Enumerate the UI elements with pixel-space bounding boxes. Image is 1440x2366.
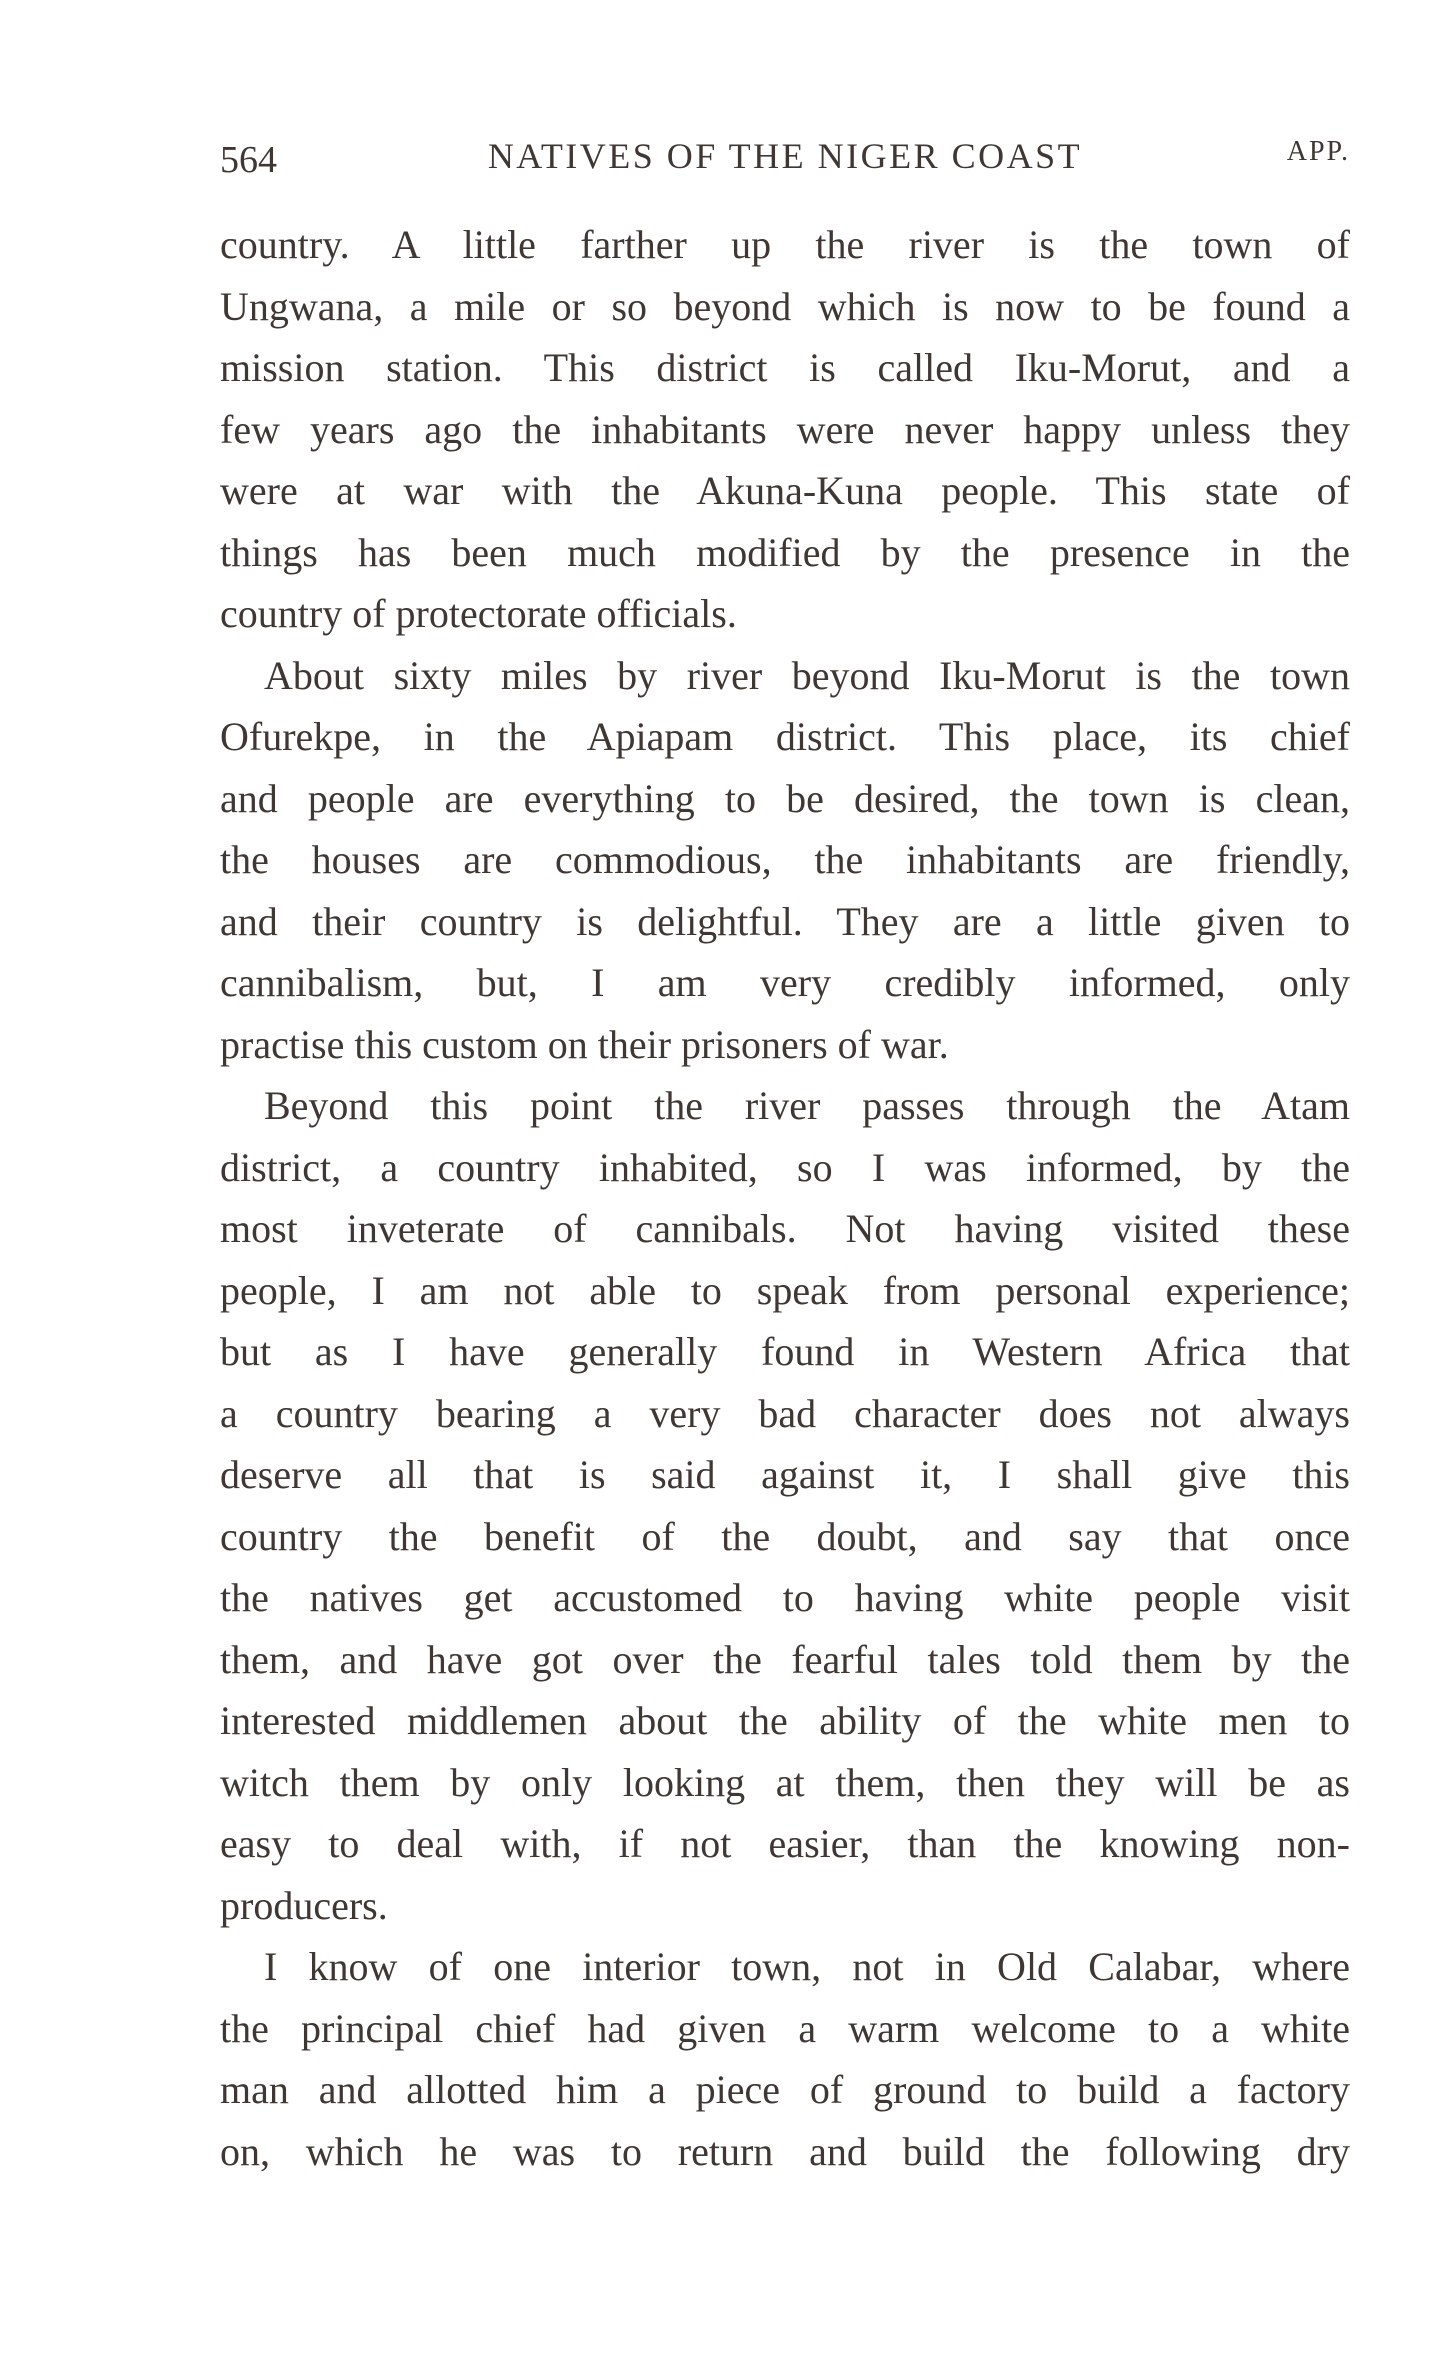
section-label: APP. [1286, 136, 1350, 167]
text-line: deserve all that is said against it, I shall give this [220, 1452, 1350, 1497]
text-line: few years ago the inhabitants were never happy unless they [220, 406, 1350, 452]
text-line: I know of one interior town, not in Old Calabar, where [264, 1944, 1350, 1989]
text-line: mission station. This district is called Iku-Morut, and a [220, 345, 1350, 390]
text-line: Ofurekpe, in the Apiapam district. This place, its chief [220, 714, 1350, 759]
text-line: them, and have got over the fearful tales told them by the [220, 1636, 1350, 1682]
running-head [220, 126, 1350, 186]
text-line: About sixty miles by river beyond Iku-Morut is the town [264, 652, 1350, 698]
running-title: NATIVES OF THE NIGER COAST [487, 136, 1083, 176]
text-line: country. A little farther up the river is the town of [220, 222, 1350, 267]
body-text [220, 214, 1350, 2182]
text-line: were at war with the Akuna-Kuna people. This state of [220, 468, 1350, 513]
text-line: practise this custom on their prisoners of war. [220, 1021, 949, 1067]
text-line: people, I am not able to speak from personal experience; [220, 1267, 1350, 1313]
text-line: producers. [220, 1882, 388, 1928]
text-line: country the benefit of the doubt, and say that once [220, 1513, 1350, 1559]
text-line: the principal chief had given a warm welcome to a white [220, 2005, 1350, 2051]
text-line: and people are everything to be desired, the town is clean, [220, 775, 1350, 821]
text-line: man and allotted him a piece of ground to build a factory [220, 2067, 1350, 2112]
text-line: witch them by only looking at them, then they will be as [220, 1759, 1350, 1805]
text-line: things has been much modified by the presence in the [220, 529, 1350, 575]
text-line: a country bearing a very bad character does not always [220, 1390, 1350, 1436]
text-line: most inveterate of cannibals. Not having visited these [220, 1206, 1350, 1251]
text-line: easy to deal with, if not easier, than the knowing non- [220, 1821, 1350, 1866]
page-number: 564 [220, 139, 277, 181]
text-line: Beyond this point the river passes through the Atam [264, 1083, 1350, 1128]
text-line: and their country is delightful. They are a little given to [220, 898, 1350, 944]
text-line: the natives get accustomed to having white people visit [220, 1575, 1350, 1620]
text-line: country of protectorate officials. [220, 591, 737, 636]
text-line: but as I have generally found in Western Africa that [220, 1329, 1350, 1374]
text-line: district, a country inhabited, so I was informed, by the [220, 1144, 1350, 1190]
text-line: interested middlemen about the ability of the white men to [220, 1698, 1350, 1743]
text-line: cannibalism, but, I am very credibly informed, only [220, 960, 1350, 1005]
text-line: the houses are commodious, the inhabitants are friendly, [220, 837, 1350, 882]
text-line: Ungwana, a mile or so beyond which is now to be found a [220, 283, 1350, 329]
text-line: on, which he was to return and build the following dry [220, 2128, 1350, 2174]
